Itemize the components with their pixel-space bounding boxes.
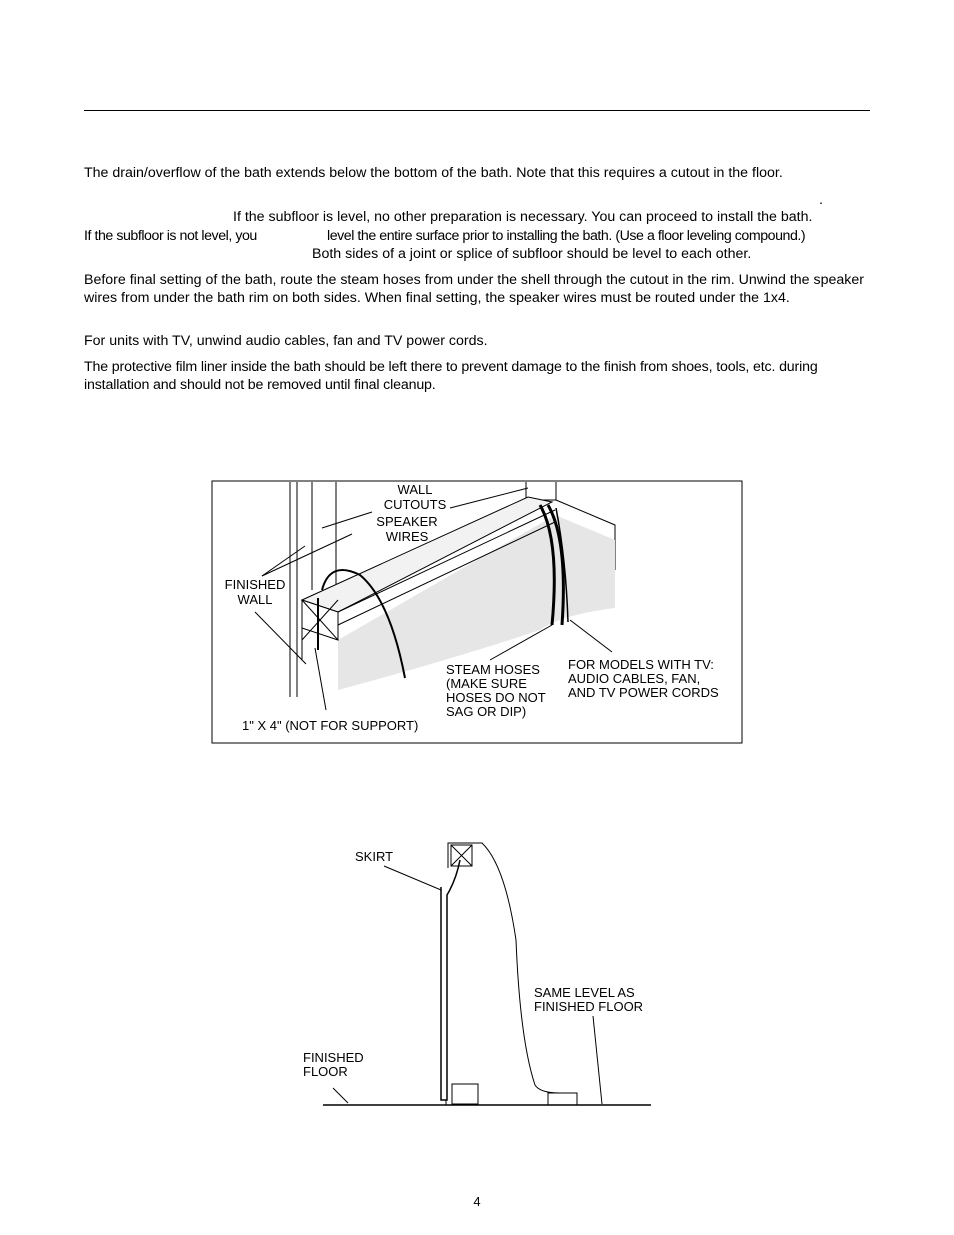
label-finished: FINISHED xyxy=(224,577,286,592)
label-wall: WALL xyxy=(397,482,433,497)
paragraph-film-liner: The protective film liner inside the bath should be left there to prevent damage to the finish from shoes, tools, etc. during installation and should not be removed until final cleanup. xyxy=(84,359,818,393)
paragraph-subfloor-line2b: level the entire surface prior to installing the bath. (Use a floor leveling compound.) xyxy=(327,228,806,244)
label-skirt: SKIRT xyxy=(355,849,394,864)
label-tv-power: AND TV POWER CORDS xyxy=(568,685,719,700)
label-audio-fan: AUDIO CABLES, FAN, xyxy=(568,671,701,686)
label-cutouts: CUTOUTS xyxy=(383,497,447,512)
label-sag-or-dip: SAG OR DIP) xyxy=(446,704,527,719)
label-steam-hoses: STEAM HOSES xyxy=(446,662,540,677)
label-tv-models: FOR MODELS WITH TV: xyxy=(568,657,714,672)
page-number: 4 xyxy=(473,1194,481,1209)
label-finished-floor-right: FINISHED FLOOR xyxy=(534,999,644,1014)
label-floor-left: FLOOR xyxy=(303,1064,348,1079)
label-finished-left: FINISHED xyxy=(303,1050,364,1065)
label-make-sure: (MAKE SURE xyxy=(446,676,527,691)
label-same-level: SAME LEVEL AS xyxy=(534,985,635,1000)
paragraph-tv-units: For units with TV, unwind audio cables, fan and TV power cords. xyxy=(84,333,488,349)
label-hoses-do-not: HOSES DO NOT xyxy=(446,690,546,705)
label-one-by-four: 1" X 4" (NOT FOR SUPPORT) xyxy=(242,718,419,733)
label-wires: WIRES xyxy=(385,529,429,544)
paragraph-drain: The drain/overflow of the bath extends below the bottom of the bath. Note that this requires a cutout in the floor. xyxy=(84,165,783,181)
label-wall-2: WALL xyxy=(237,592,273,607)
paragraph-steam-hoses: Before final setting of the bath, route the steam hoses from under the shell through the cutout in the rim. Unwind the speaker wires from under the bath rim on both sides. When final setting, the speaker wires must be routed under the 1x4. xyxy=(84,272,864,306)
paragraph-subfloor-line2a: If the subfloor is not level, you xyxy=(84,228,257,244)
paragraph-subfloor-line3: Both sides of a joint or splice of subfloor should be level to each other. xyxy=(312,246,752,262)
paragraph-subfloor-line1: If the subfloor is level, no other preparation is necessary. You can proceed to install the bath. xyxy=(233,209,813,225)
paragraph-subfloor-dot: . xyxy=(819,192,823,208)
label-speaker: SPEAKER xyxy=(376,514,438,529)
